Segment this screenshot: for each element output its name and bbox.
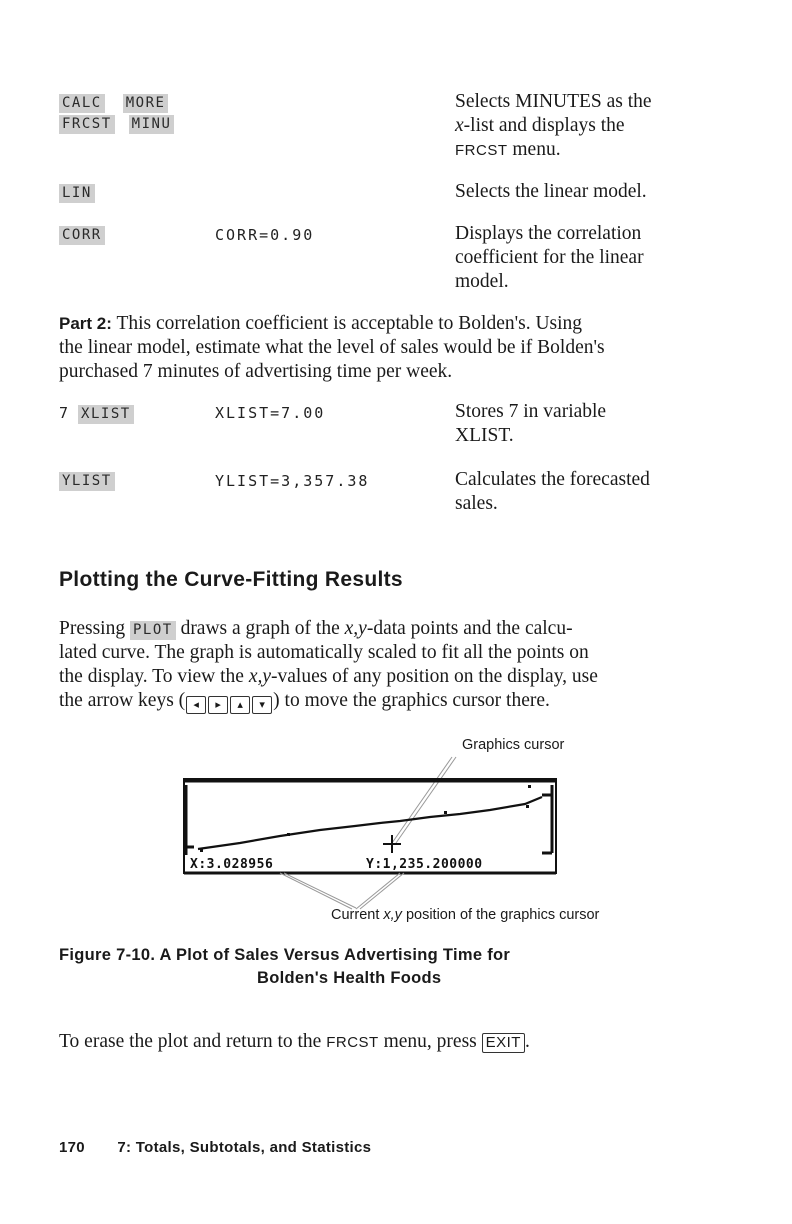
softkey-more: MORE (123, 94, 169, 113)
part2-label: Part 2: (59, 314, 112, 333)
paragraph-line (59, 689, 749, 714)
arrow-down-key-icon: ▾ (252, 696, 272, 714)
closing-text: . (524, 1031, 530, 1052)
var-x: x (455, 115, 464, 136)
desc-line: XLIST. (455, 425, 514, 446)
callout-text: position of the graphics cursor (401, 907, 600, 923)
screen-x-readout: X:3.028956 (190, 857, 274, 872)
key-digit: 7 (59, 404, 71, 422)
paragraph-text: ) to move the graphics cursor there. (273, 690, 550, 711)
data-point (444, 811, 447, 814)
softkey-xlist: XLIST (78, 405, 134, 424)
desc-line: model. (455, 271, 509, 292)
desc-line: Selects MINUTES as the (455, 91, 652, 112)
paragraph-text: -values of any position on the display, use (271, 666, 598, 687)
menu-name: FRCST (326, 1034, 379, 1051)
var-xy: x,y (344, 618, 367, 639)
data-point (287, 833, 290, 836)
keystroke-group-minutes (59, 94, 174, 134)
desc-line: Stores 7 in variable (455, 401, 607, 422)
figure-caption (59, 944, 510, 990)
paragraph-text: the display. To view the (59, 666, 249, 687)
desc-text: menu. (507, 139, 561, 160)
paragraph-text: the linear model, estimate what the level of sales would be if Bolden's (59, 337, 605, 358)
closing-sentence (59, 1030, 530, 1055)
paragraph-text: This correlation coefficient is acceptable to Bolden's. Using (111, 313, 583, 334)
callout-text: Current (331, 907, 384, 923)
softkey-minu: MINU (129, 115, 175, 134)
description-corr (455, 222, 695, 294)
description-lin: Selects the linear model. (455, 181, 647, 202)
softkey-plot: PLOT (130, 621, 176, 640)
plot-figure (180, 755, 680, 915)
paragraph-text: draws a graph of the (175, 618, 345, 639)
paragraph-line (59, 665, 749, 689)
softkey-corr: CORR (59, 226, 105, 245)
menu-name: FRCST (455, 142, 508, 159)
data-point (526, 805, 529, 808)
page-footer (59, 1139, 371, 1156)
desc-line: sales. (455, 493, 498, 514)
paragraph-text: purchased 7 minutes of advertising time per week. (59, 361, 453, 382)
data-point (200, 849, 203, 852)
caption-line: Bolden's Health Foods (257, 969, 442, 987)
desc-line: Displays the correlation (455, 223, 642, 244)
desc-text: -list and displays the (463, 115, 625, 136)
arrow-up-key-icon: ▴ (230, 696, 250, 714)
paragraph-text: Pressing (59, 618, 130, 639)
paragraph-line: lated curve. The graph is automatically scaled to fit all the points on (59, 642, 589, 663)
arrow-left-key-icon: ◂ (186, 696, 206, 714)
callout-current-position (331, 907, 599, 923)
softkey-lin: LIN (59, 184, 95, 203)
paragraph-line (59, 617, 749, 641)
callout-leader-bottom (280, 873, 352, 909)
chapter-title: 7: Totals, Subtotals, and Statistics (117, 1139, 372, 1156)
var-xy: x,y (248, 666, 271, 687)
description-xlist (455, 400, 606, 448)
description-ylist (455, 468, 650, 516)
screen-y-readout: Y:1,235.200000 (366, 857, 483, 872)
var-xy: x,y (383, 907, 402, 923)
description-minutes (455, 90, 695, 163)
exit-key-icon: EXIT (482, 1033, 525, 1053)
paragraph-text: the arrow keys ( (59, 690, 186, 711)
caption-line: Figure 7-10. A Plot of Sales Versus Advertising Time for (59, 946, 511, 964)
keystroke-xlist (59, 404, 134, 424)
closing-text: To erase the plot and return to the (59, 1031, 327, 1052)
softkey-frcst: FRCST (59, 115, 115, 134)
desc-line (455, 114, 695, 138)
closing-text: menu, press (378, 1031, 482, 1052)
regression-line (198, 797, 542, 849)
display-ylist: YLIST=3,357.38 (215, 472, 370, 490)
paragraph-text: -data points and the calcu- (366, 618, 573, 639)
callout-graphics-cursor: Graphics cursor (462, 737, 565, 753)
desc-line: coefficient for the linear (455, 247, 644, 268)
desc-line: Calculates the forecasted (455, 469, 650, 490)
callout-leader-top (392, 757, 452, 843)
display-xlist: XLIST=7.00 (215, 404, 326, 422)
arrow-right-key-icon: ▸ (208, 696, 228, 714)
section-paragraph (59, 617, 749, 714)
section-heading: Plotting the Curve-Fitting Results (59, 568, 403, 591)
desc-line (455, 138, 695, 163)
data-point (528, 785, 531, 788)
page-number: 170 (59, 1139, 85, 1156)
part2-paragraph (59, 312, 739, 384)
softkey-ylist: YLIST (59, 472, 115, 491)
display-corr: CORR=0.90 (215, 226, 315, 244)
softkey-calc: CALC (59, 94, 105, 113)
